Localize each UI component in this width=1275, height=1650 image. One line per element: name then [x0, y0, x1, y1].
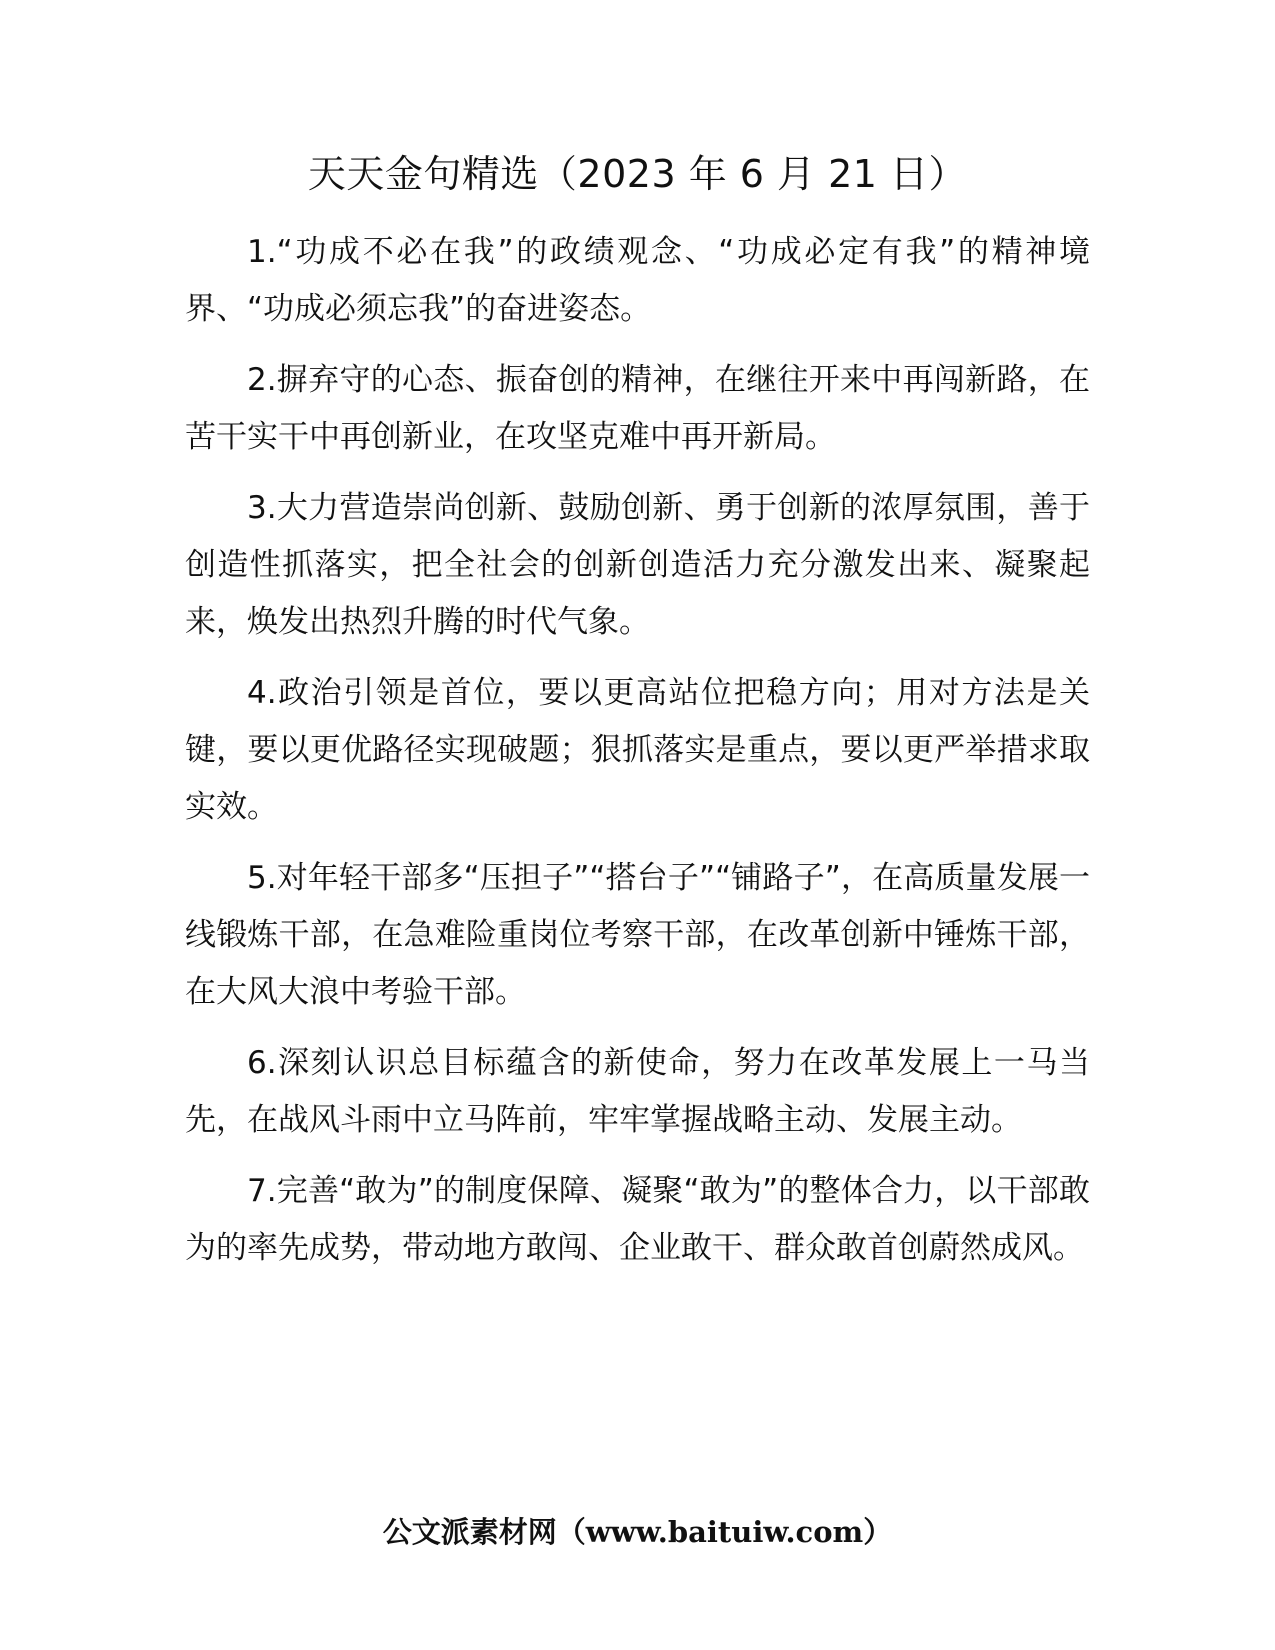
paragraph-5: 5.对年轻干部多“压担子”“搭台子”“铺路子”，在高质量发展一线锻炼干部，在急难险重岗位考察干部，在改革创新中锤炼干部，在大风大浪中考验干部。 [185, 860, 1090, 1010]
document-title: 天天金句精选（2023 年 6 月 21 日） [307, 152, 968, 196]
paragraph-7: 7.完善“敢为”的制度保障、凝聚“敢为”的整体合力，以干部敢为的率先成势，带动地方敢闯、企业敢干、群众敢首创蔚然成风。 [185, 1173, 1090, 1266]
paragraph-2: 2.摒弃守的心态、振奋创的精神，在继往开来中再闯新路，在苦干实干中再创新业，在攻坚克难中再开新局。 [185, 362, 1090, 455]
document-body [185, 224, 1090, 1291]
paragraph-1: 1.“功成不必在我”的政绩观念、“功成必定有我”的精神境界、“功成必须忘我”的奋进姿态。 [185, 234, 1090, 327]
paragraph-3: 3.大力营造崇尚创新、鼓励创新、勇于创新的浓厚氛围，善于创造性抓落实，把全社会的创新创造活力充分激发出来、凝聚起来，焕发出热烈升腾的时代气象。 [185, 490, 1090, 640]
paragraph-4: 4.政治引领是首位，要以更高站位把稳方向；用对方法是关键，要以更优路径实现破题；狠抓落实是重点，要以更严举措求取实效。 [185, 675, 1090, 825]
paragraph-6: 6.深刻认识总目标蕴含的新使命，努力在改革发展上一马当先，在战风斗雨中立马阵前，牢牢掌握战略主动、发展主动。 [185, 1045, 1090, 1138]
footer-source: 公文派素材网（www.baituiw.com） [382, 1515, 893, 1549]
